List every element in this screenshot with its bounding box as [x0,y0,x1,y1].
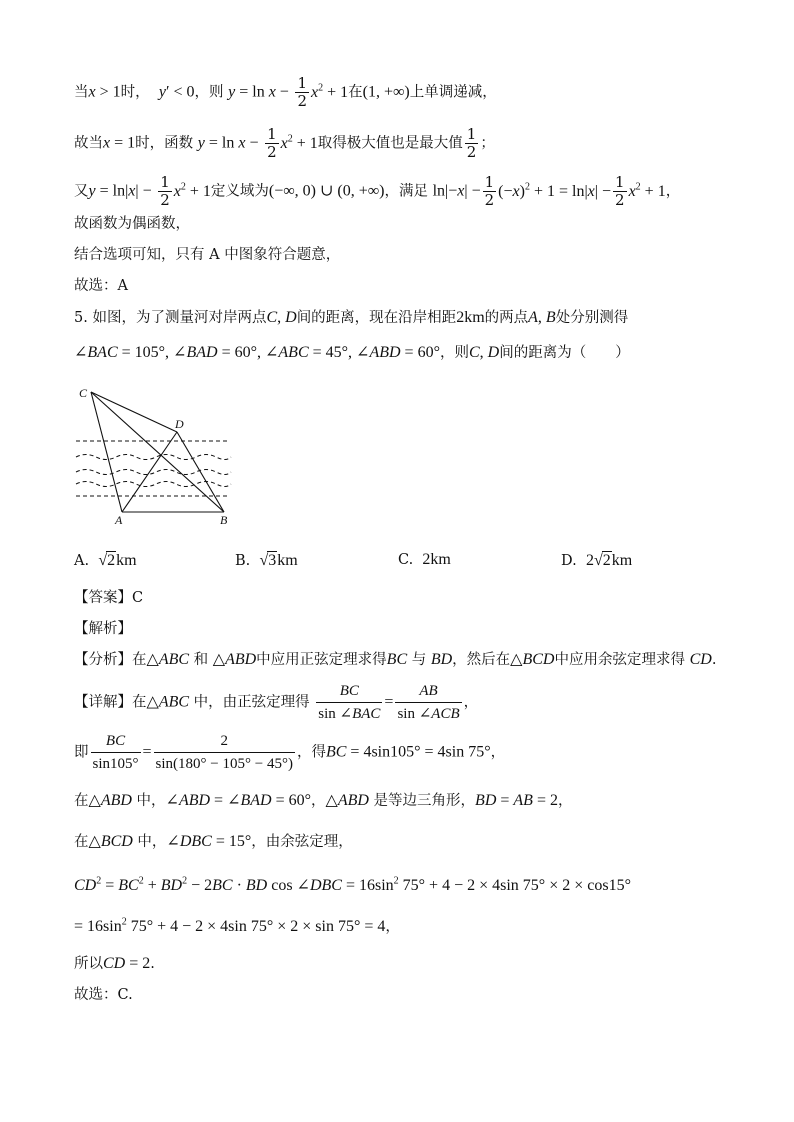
detail-line-4: 在△BCD 中，∠DBC = 15°，由余弦定理， [74,833,353,850]
final-choice: 故选：C. [74,987,133,1003]
detail-line-1: 【详解】在△ABC 中，由正弦定理得 $\frac{BC}{\text{sin ∠BAC}}$ = $\frac{AB}{\text{sin ∠ACB}}$ ， [74,680,478,725]
segment-CD [91,392,177,432]
segment-DB [177,432,224,512]
solution-line-4: 故函数为偶函数， [74,216,190,232]
solution-line-3: 又y = ln|x| − $\frac{1}{2}$ $x^2 + 1$定义域为(−∞, 0) ∪ (0, +∞)，满足 ln|−x| − $\frac{1}{2}$ $(-x)^2 + 1 = \ln|x|$ − $\frac{1}{2}$ $x^2 + 1$， [74,173,681,209]
option-d[interactable]: D. 2√2km [561,552,633,569]
detail-line-6: = $16\sin^2$ 75° + 4 − 2 × 4sin 75° × 2 × sin 75° = 4， [74,916,400,935]
river-diagram [74,384,244,533]
option-b[interactable]: B. √3km [235,552,298,569]
solution-line-2: 故当x = 1时，函数 y = ln x − $\frac{1}{2}$ $x^2 + 1$取得极大值也是最大值 $\frac{1}{2}$ ； [74,125,495,161]
label-C: C [79,386,88,400]
analysis-heading: 【解析】 [74,621,132,637]
segment-DA [122,432,177,512]
detail-line-2: 即 $\frac{BC}{\sin 105^\circ}$ = $\frac{2}{\sin(180^\circ - 105^\circ - 45^\circ)}$ ，得BC = 4sin105° = 4sin 75°， [74,730,505,775]
option-a[interactable]: A. √2km [74,552,137,569]
solution-line-1: 当x > 1时， y′ < 0，则 y = ln x − $\frac{1}{2}$ $x^2 + 1$在(1, +∞)上单调递减， [74,74,497,110]
question-5-line-1: 5. 如图，为了测量河对岸两点C, D间的距离，现在沿岸相距2km的两点A, B处分别测得 [74,309,629,326]
solution-line-5: 结合选项可知，只有 A 中图象符合题意， [74,247,341,263]
detail-line-7: 所以CD = 2. [74,955,155,972]
solution-line-6: 故选：A [74,278,128,294]
label-A: A [115,513,123,527]
river-diagram-svg [74,384,244,529]
question-5-line-2: ∠BAC = 105°, ∠BAD = 60°, ∠ABC = 45°, ∠ABD = 60°，则C, D间的距离为（ ） [74,344,630,361]
detail-line-5: $CD^2 = BC^2 + BD^2 - 2BC$ · BD cos ∠DBC = $16\sin^2$ 75° + 4 − 2 × 4sin 75° × 2 × cos15° [74,875,631,894]
label-B: B [220,513,228,527]
segment-CB [91,392,224,512]
river-wave-1 [76,455,231,460]
segment-CA [91,392,122,512]
detail-line-3: 在△ABD 中，∠ABD = ∠BAD = 60°，△ABD 是等边三角形，BD = AB = 2， [74,792,573,809]
option-c[interactable]: C. 2km [398,551,451,568]
analysis-summary: 【分析】在△ABC 和 △ABD中应用正弦定理求得BC 与 BD，然后在△BCD中应用余弦定理求得 CD. [74,651,717,668]
answer-line: 【答案】C [74,590,144,606]
river-wave-2 [76,470,231,475]
label-D: D [175,417,184,431]
